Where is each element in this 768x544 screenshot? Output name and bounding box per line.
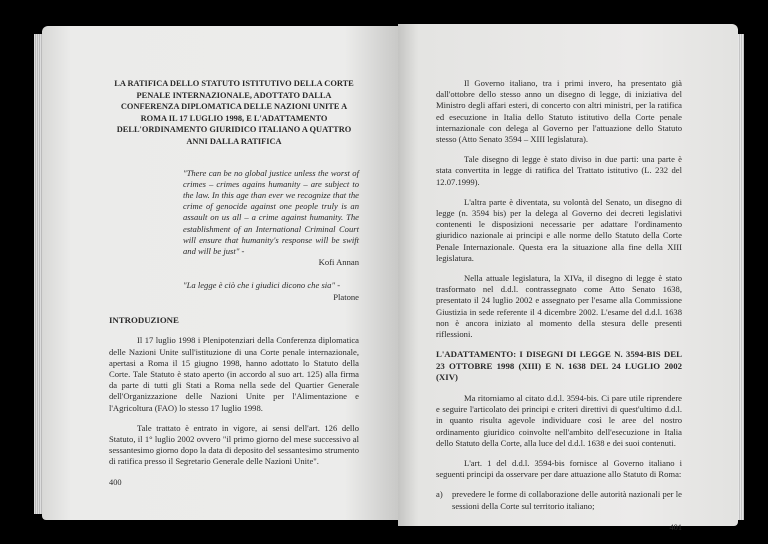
paragraph: Il Governo italiano, tra i primi invero, ha presentato già dall'ottobre dello stesso anno un disegno di legge, di iniziativa del Ministro degli affari esteri, di concerto con altri ministri, per la ratifica ed esecuzione in Italia dello Statuto istitutivo della Corte penale internazionale con delega al Governo per l'attuazione dello Statuto stesso (Atto Senato 3594 – XIII legislatura). (436, 78, 682, 145)
chapter-title: LA RATIFICA DELLO STATUTO ISTITUTIVO DELLA CORTE PENALE INTERNAZIONALE, ADOTTATO DALLA CONFERENZA DIPLOMATICA DELLE NAZIONI UNITE A ROMA IL 17 LUGLIO 1998, E L'ADATTAMENTO DELL'ORDINAMENTO GIURIDICO ITALIANO A QUATTRO ANNI DALLA RATIFICA (114, 79, 354, 146)
quote-text: "La legge è ciò che i giudici dicono che sia" - (183, 280, 341, 291)
paragraph: L'art. 1 del d.d.l. 3594-bis fornisce al Governo italiano i seguenti principi da osservare per dare attuazione allo Statuto di Roma: (436, 458, 682, 480)
quote-author: Kofi Annan (318, 257, 359, 268)
list-marker: a) (436, 489, 443, 500)
page-number: 400 (109, 477, 122, 487)
list-item-a (436, 489, 682, 511)
paragraph: Ma ritorniamo al citato d.d.l. 3594-bis. Ci pare utile riprendere e seguire l'articolato dei principi e criteri direttivi di quest'ultimo d.d.l. in quanto risulta agevole individuare così le aree del nostro ordinamento giuridico coinvolte nell'ambito dell'esecuzione in Italia dello Statuto della Corte, alla luce del d.d.l. 1638 e dei suoi contenuti. (436, 393, 682, 448)
paragraph: Tale disegno di legge è stato diviso in due parti: una parte è stata convertita in legge di ratifica del Trattato istitutivo (L. 232 del 12.07.1999). (436, 154, 682, 187)
left-page-text (109, 78, 359, 488)
paragraph: Il 17 luglio 1998 i Plenipotenziari della Conferenza diplomatica delle Nazioni Unite sull'istituzione di una Corte penale internazionale, apertasi a Roma il 15 giugno 1998, hanno adottato lo Statuto della Corte. Tale Statuto è stato aperto (in accordo al suo art. 125) alla firma da parte di tutti gli Stati a Roma nella sede del Quartier Generale dell'Organizzazione delle Nazioni Unite per l'Alimentazione e l'Agricoltura (FAO) lo stesso 17 luglio 1998. (109, 335, 359, 413)
paragraph: Tale trattato è entrato in vigore, ai sensi dell'art. 126 dello Statuto, il 1° luglio 2002 ovvero "il primo giorno del mese successivo al sessantesimo giorno dopo la data di deposito del sessantesimo strumento di ratifica presso il Segretario Generale delle Nazioni Unite". (109, 422, 359, 467)
quote-author: Platone (333, 291, 359, 302)
epigraph-platone (183, 280, 359, 302)
page-number: 401 (669, 522, 682, 532)
right-page-text (436, 78, 682, 533)
paragraph: Nella attuale legislatura, la XIVa, il disegno di legge è stato trasformato nel d.d.l. contrassegnato come Atto Senato 1638, presentato il 24 luglio 2002 e assegnato per l'esame alla Commissione Giustizia in sede referente il 4 dicembre 2002. L'esame del d.d.l. 1638 non è ancora iniziato al momento della stesura delle presenti riflessioni. (436, 273, 682, 340)
list-item: prevedere le forme di collaborazione delle autorità nazionali per le sessioni della Corte sul territorio italiano; (452, 489, 682, 511)
section-heading: INTRODUZIONE (109, 314, 179, 325)
section-heading: L'ADATTAMENTO: I DISEGNI DI LEGGE N. 3594-BIS DEL 23 OTTOBRE 1998 (XIII) E N. 1638 DEL 24 LUGLIO 2002 (XIV) (436, 349, 682, 383)
paragraph: L'altra parte è diventata, su volontà del Senato, un disegno di legge (n. 3594 bis) per la delega al Governo dei decreti legislativi contenenti le disposizioni necessarie per adattare l'ordinamento giuridico nazionale ai principi e alle norme dello Statuto della Corte Penale Internazionale. Questa era la situazione alla fine della XIII legislatura. (436, 196, 682, 263)
quote-text: "There can be no global justice unless the worst of crimes – crimes agains humanity – are subject to the law. In this age than ever we recognize that the crime of genocide against one people truly is an assault on us all – a crime against humanity. The establishment of an International Criminal Court will ensure that humanity's response will be swift and will be just" - (183, 167, 359, 256)
epigraph-annan (183, 168, 359, 269)
